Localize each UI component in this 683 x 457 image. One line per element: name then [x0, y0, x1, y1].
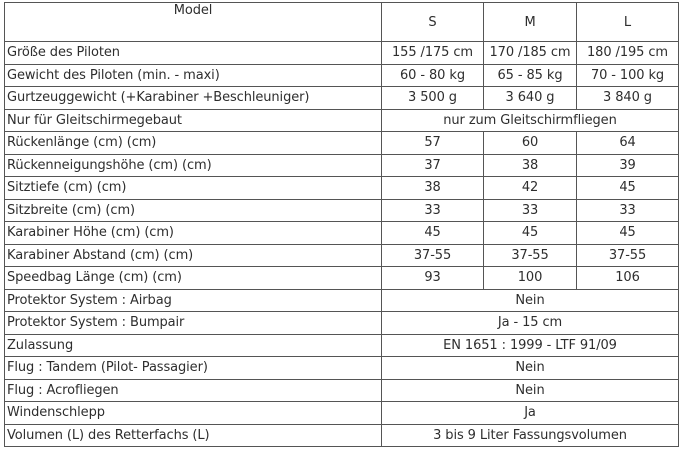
row-value-size-s: 60 - 80 kg — [382, 64, 484, 87]
row-value-all-sizes: Ja — [382, 402, 679, 425]
row-value-all-sizes: Nein — [382, 357, 679, 380]
spec-table — [4, 2, 679, 447]
row-label: Zulassung — [5, 334, 382, 357]
row-value-size-l: 39 — [577, 154, 679, 177]
table-row — [5, 379, 679, 402]
row-value-size-s: 155 /175 cm — [382, 42, 484, 65]
row-value-size-l: 37-55 — [577, 244, 679, 267]
row-value-size-l: 45 — [577, 222, 679, 245]
row-value-size-m: 60 — [484, 132, 577, 155]
row-value-size-l: 33 — [577, 199, 679, 222]
table-row — [5, 424, 679, 447]
table-row — [5, 312, 679, 335]
row-value-all-sizes: nur zum Gleitschirmfliegen — [382, 109, 679, 132]
row-label: Karabiner Höhe (cm) (cm) — [5, 222, 382, 245]
row-value-all-sizes: Ja - 15 cm — [382, 312, 679, 335]
row-value-all-sizes: EN 1651 : 1999 - LTF 91/09 — [382, 334, 679, 357]
row-value-size-l: 70 - 100 kg — [577, 64, 679, 87]
row-label: Flug : Tandem (Pilot- Passagier) — [5, 357, 382, 380]
row-value-size-m: 42 — [484, 177, 577, 200]
table-row — [5, 154, 679, 177]
table-row — [5, 87, 679, 110]
row-label: Karabiner Abstand (cm) (cm) — [5, 244, 382, 267]
row-label: Größe des Piloten — [5, 42, 382, 65]
header-size-m: M — [484, 3, 577, 42]
row-value-size-m: 3 640 g — [484, 87, 577, 110]
row-value-all-sizes: 3 bis 9 Liter Fassungsvolumen — [382, 424, 679, 447]
row-value-size-m: 170 /185 cm — [484, 42, 577, 65]
row-value-size-s: 57 — [382, 132, 484, 155]
header-size-s: S — [382, 3, 484, 42]
row-value-size-l: 180 /195 cm — [577, 42, 679, 65]
row-label: Gewicht des Piloten (min. - maxi) — [5, 64, 382, 87]
table-row — [5, 177, 679, 200]
row-value-size-m: 45 — [484, 222, 577, 245]
row-label: Flug : Acrofliegen — [5, 379, 382, 402]
spec-table-body — [5, 42, 679, 447]
row-value-size-s: 3 500 g — [382, 87, 484, 110]
table-row — [5, 289, 679, 312]
header-size-l: L — [577, 3, 679, 42]
row-label: Gurtzeuggewicht (+Karabiner +Beschleuniger) — [5, 87, 382, 110]
table-row — [5, 64, 679, 87]
row-value-size-l: 64 — [577, 132, 679, 155]
header-model: Model — [5, 3, 382, 42]
row-value-size-s: 38 — [382, 177, 484, 200]
table-row — [5, 267, 679, 290]
row-label: Protektor System : Bumpair — [5, 312, 382, 335]
table-row — [5, 334, 679, 357]
table-row — [5, 132, 679, 155]
header-row — [5, 3, 679, 42]
table-row — [5, 199, 679, 222]
row-label: Speedbag Länge (cm) (cm) — [5, 267, 382, 290]
row-value-all-sizes: Nein — [382, 289, 679, 312]
row-value-size-l: 3 840 g — [577, 87, 679, 110]
row-label: Windenschlepp — [5, 402, 382, 425]
row-value-size-s: 45 — [382, 222, 484, 245]
table-row — [5, 109, 679, 132]
table-row — [5, 42, 679, 65]
row-value-size-s: 33 — [382, 199, 484, 222]
table-row — [5, 222, 679, 245]
table-row — [5, 244, 679, 267]
row-label: Volumen (L) des Retterfachs (L) — [5, 424, 382, 447]
table-row — [5, 357, 679, 380]
spec-table-container — [4, 2, 679, 447]
row-value-size-s: 93 — [382, 267, 484, 290]
row-value-size-m: 100 — [484, 267, 577, 290]
row-value-size-m: 37-55 — [484, 244, 577, 267]
row-label: Sitzbreite (cm) (cm) — [5, 199, 382, 222]
row-value-size-l: 106 — [577, 267, 679, 290]
row-value-size-m: 65 - 85 kg — [484, 64, 577, 87]
row-value-size-l: 45 — [577, 177, 679, 200]
row-value-size-s: 37 — [382, 154, 484, 177]
row-label: Rückenlänge (cm) (cm) — [5, 132, 382, 155]
row-label: Nur für Gleitschirmegebaut — [5, 109, 382, 132]
row-value-size-m: 38 — [484, 154, 577, 177]
row-value-all-sizes: Nein — [382, 379, 679, 402]
row-label: Rückenneigungshöhe (cm) (cm) — [5, 154, 382, 177]
row-value-size-m: 33 — [484, 199, 577, 222]
row-label: Protektor System : Airbag — [5, 289, 382, 312]
row-label: Sitztiefe (cm) (cm) — [5, 177, 382, 200]
table-row — [5, 402, 679, 425]
row-value-size-s: 37-55 — [382, 244, 484, 267]
